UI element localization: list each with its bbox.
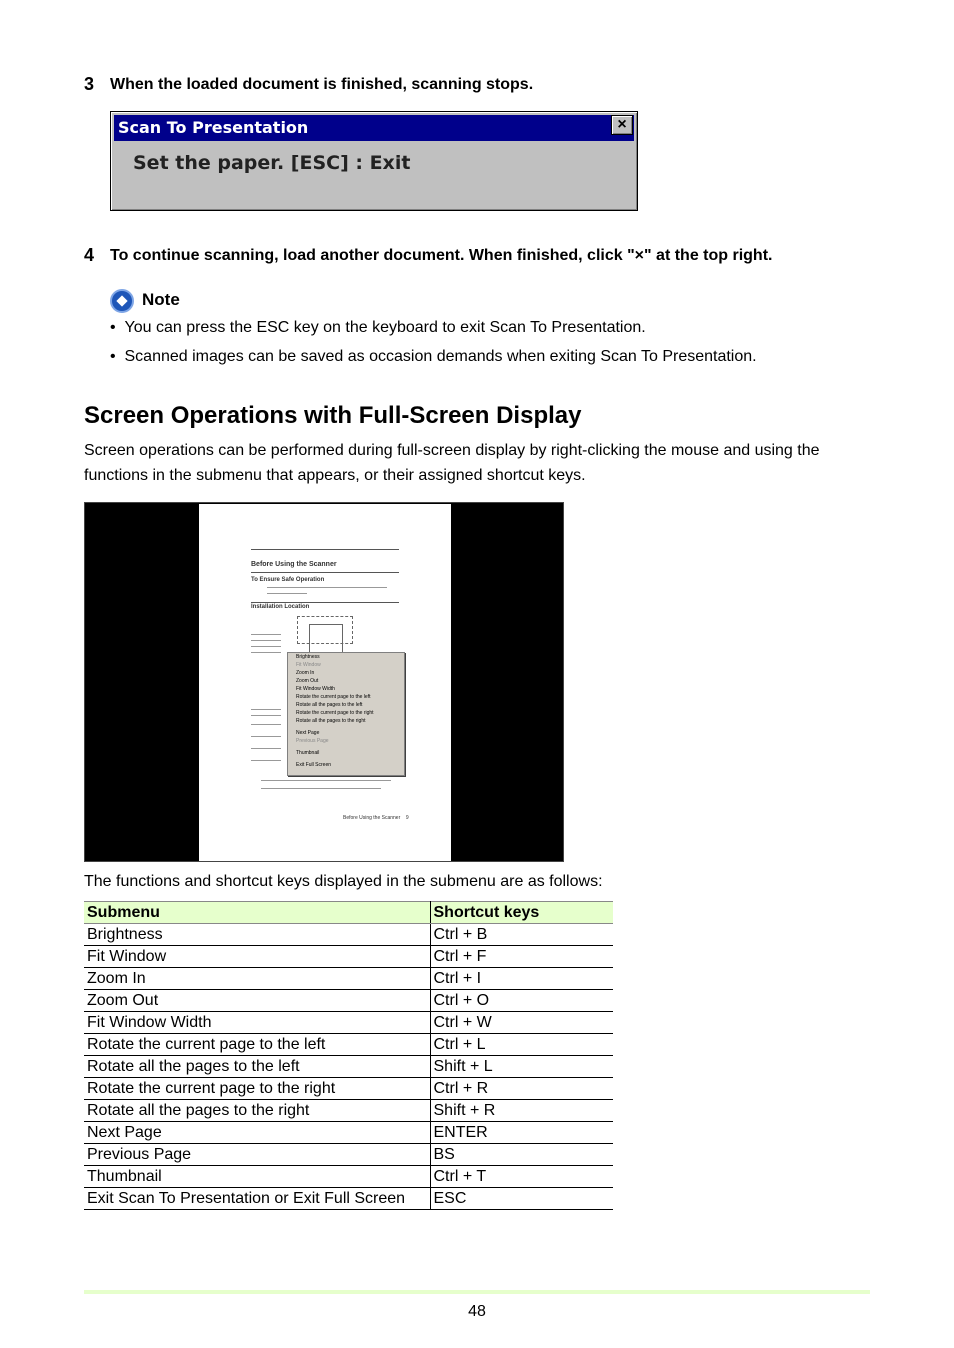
table-row (84, 968, 613, 990)
shortcut-table (84, 901, 613, 1210)
menu-item-rotate-all-right[interactable]: Rotate all the pages to the right (296, 718, 366, 724)
page-heading: Before Using the Scanner (251, 561, 337, 568)
menu-item-zoom-out[interactable]: Zoom Out (296, 678, 319, 684)
shortcut-cell: Ctrl + W (430, 1012, 613, 1034)
shortcut-cell: Ctrl + R (430, 1078, 613, 1100)
table-row (84, 1144, 613, 1166)
table-row (84, 1056, 613, 1078)
context-menu (287, 652, 405, 776)
table-row (84, 1166, 613, 1188)
page-subheading: To Ensure Safe Operation (251, 577, 325, 583)
submenu-cell: Zoom Out (84, 990, 430, 1012)
submenu-cell: Rotate all the pages to the right (84, 1100, 430, 1122)
full-screen-screenshot (84, 502, 564, 862)
menu-item-fit-window[interactable]: Fit Window (296, 662, 321, 668)
shortcut-cell: Ctrl + F (430, 946, 613, 968)
menu-item-next-page[interactable]: Next Page (296, 730, 320, 736)
page-number: 48 (468, 1303, 486, 1320)
scan-to-presentation-dialog (110, 111, 638, 211)
header-submenu: Submenu (84, 902, 430, 924)
submenu-cell: Exit Scan To Presentation or Exit Full Screen (84, 1188, 430, 1210)
submenu-cell: Zoom In (84, 968, 430, 990)
note-title: Note (142, 290, 180, 309)
page-subheading-2: Installation Location (251, 604, 310, 610)
menu-item-fit-window-width[interactable]: Fit Window Width (296, 686, 335, 692)
close-icon[interactable]: × (611, 115, 633, 135)
shortcut-cell: Ctrl + O (430, 990, 613, 1012)
note-bullet-2: • Scanned images can be saved as occasion demands when exiting Scan To Presentation. (110, 348, 757, 365)
dialog-title: Scan To Presentation (114, 115, 634, 141)
step-3-text: When the loaded document is finished, scanning stops. (110, 76, 534, 93)
submenu-cell: Brightness (84, 924, 430, 946)
shortcut-cell: Ctrl + L (430, 1034, 613, 1056)
note-bullet-1: • You can press the ESC key on the keyboard to exit Scan To Presentation. (110, 319, 646, 336)
step-number-3: 3 (84, 74, 95, 94)
table-intro: The functions and shortcut keys displayed in the submenu are as follows: (84, 873, 603, 890)
document-page (199, 504, 451, 861)
section-heading: Screen Operations with Full-Screen Display (84, 402, 582, 429)
section-intro: Screen operations can be performed during full-screen display by right-clicking the mouse and using the functions in the submenu that appears, or their assigned shortcut keys. (84, 442, 820, 484)
note-icon (110, 289, 134, 313)
submenu-cell: Previous Page (84, 1144, 430, 1166)
dialog-message: Set the paper. [ESC] : Exit (133, 152, 411, 174)
menu-item-thumbnail[interactable]: Thumbnail (296, 750, 320, 756)
menu-item-rotate-all-left[interactable]: Rotate all the pages to the left (296, 702, 363, 708)
table-row (84, 1012, 613, 1034)
page-footer: Before Using the Scanner 9 (343, 815, 409, 821)
menu-item-previous-page[interactable]: Previous Page (296, 738, 329, 744)
step-number-4: 4 (84, 245, 95, 265)
submenu-cell: Fit Window Width (84, 1012, 430, 1034)
table-row (84, 1100, 613, 1122)
table-row (84, 924, 613, 946)
menu-item-rotate-current-left[interactable]: Rotate the current page to the left (296, 694, 371, 700)
table-row (84, 1078, 613, 1100)
shortcut-cell: Ctrl + I (430, 968, 613, 990)
table-header-row (84, 902, 613, 924)
shortcut-cell: BS (430, 1144, 613, 1166)
table-row (84, 1188, 613, 1210)
menu-item-brightness[interactable]: Brightness (296, 654, 320, 660)
menu-item-rotate-current-right[interactable]: Rotate the current page to the right (296, 710, 374, 716)
step-4-text: To continue scanning, load another document. When finished, click "×" at the top right. (110, 247, 773, 264)
submenu-cell: Rotate all the pages to the left (84, 1056, 430, 1078)
shortcut-cell: ENTER (430, 1122, 613, 1144)
shortcut-cell: Shift + L (430, 1056, 613, 1078)
footer-divider (84, 1290, 870, 1294)
table-row (84, 1122, 613, 1144)
submenu-cell: Thumbnail (84, 1166, 430, 1188)
shortcut-cell: Ctrl + B (430, 924, 613, 946)
header-shortcut-keys: Shortcut keys (430, 902, 613, 924)
menu-item-exit-full-screen[interactable]: Exit Full Screen (296, 762, 332, 768)
shortcut-cell: Ctrl + T (430, 1166, 613, 1188)
shortcut-cell: ESC (430, 1188, 613, 1210)
submenu-cell: Rotate the current page to the left (84, 1034, 430, 1056)
shortcut-cell: Shift + R (430, 1100, 613, 1122)
submenu-cell: Rotate the current page to the right (84, 1078, 430, 1100)
submenu-cell: Next Page (84, 1122, 430, 1144)
menu-item-zoom-in[interactable]: Zoom In (296, 670, 315, 676)
table-row (84, 990, 613, 1012)
table-row (84, 1034, 613, 1056)
table-row (84, 946, 613, 968)
submenu-cell: Fit Window (84, 946, 430, 968)
